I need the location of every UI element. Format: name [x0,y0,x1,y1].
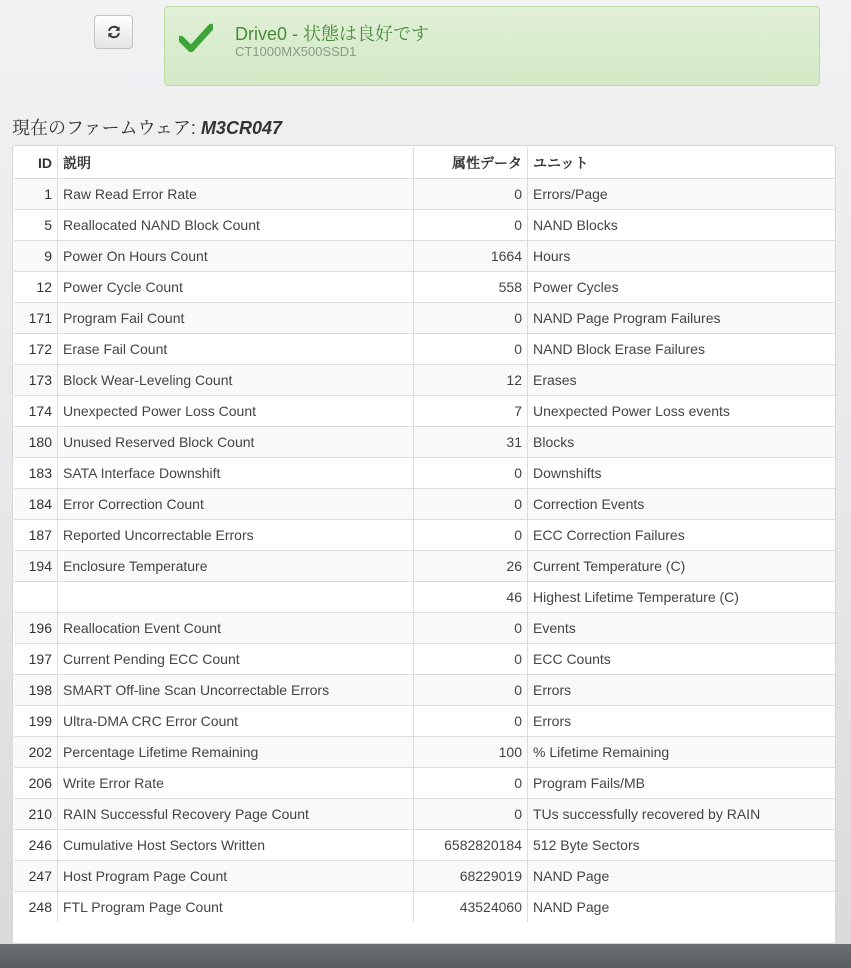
attribute-unit: ECC Counts [528,644,836,675]
attribute-description: Current Pending ECC Count [58,644,414,675]
attribute-value: 0 [414,675,528,706]
attribute-id: 198 [14,675,58,706]
attribute-description: Erase Fail Count [58,334,414,365]
table-row [14,706,835,737]
attribute-unit: Downshifts [528,458,836,489]
column-header-value: 属性データ [414,147,528,179]
smart-attributes-table [14,147,835,922]
attribute-value: 0 [414,458,528,489]
table-row [14,365,835,396]
table-row [14,892,835,923]
attribute-value: 0 [414,489,528,520]
attribute-id: 187 [14,520,58,551]
attribute-unit: Errors [528,706,836,737]
table-body [14,179,835,923]
table-row [14,272,835,303]
attribute-unit: Hours [528,241,836,272]
attribute-description: SMART Off-line Scan Uncorrectable Errors [58,675,414,706]
table-row [14,334,835,365]
table-row [14,396,835,427]
attribute-id: 202 [14,737,58,768]
attribute-description: Host Program Page Count [58,861,414,892]
attribute-id: 171 [14,303,58,334]
attribute-description: Reallocated NAND Block Count [58,210,414,241]
attribute-id: 206 [14,768,58,799]
attribute-value: 0 [414,520,528,551]
table-row [14,830,835,861]
bottom-bar [0,944,851,968]
refresh-button[interactable] [94,15,133,49]
attribute-id: 197 [14,644,58,675]
attribute-description: Enclosure Temperature [58,551,414,582]
attribute-id: 194 [14,551,58,582]
attribute-description: Error Correction Count [58,489,414,520]
attribute-description: Unexpected Power Loss Count [58,396,414,427]
table-row [14,489,835,520]
column-header-unit: ユニット [533,154,589,171]
attribute-unit: NAND Page [528,861,836,892]
attribute-value: 6582820184 [414,830,528,861]
attribute-description: Cumulative Host Sectors Written [58,830,414,861]
attribute-description: Block Wear-Leveling Count [58,365,414,396]
drive-model: CT1000MX500SSD1 [235,44,357,59]
attribute-id: 246 [14,830,58,861]
firmware-line [12,114,282,140]
attribute-unit: NAND Page [528,892,836,923]
table-row [14,582,835,613]
attribute-id: 199 [14,706,58,737]
table-row [14,613,835,644]
attribute-unit: ECC Correction Failures [528,520,836,551]
attribute-description: Write Error Rate [58,768,414,799]
attribute-description: RAIN Successful Recovery Page Count [58,799,414,830]
attribute-id: 9 [14,241,58,272]
table-row [14,737,835,768]
attribute-value: 0 [414,644,528,675]
table-row [14,179,835,210]
table-row [14,551,835,582]
attribute-id: 210 [14,799,58,830]
table-row [14,520,835,551]
firmware-version: M3CR047 [200,118,282,138]
column-header-id: ID [14,147,58,179]
table-row [14,427,835,458]
attribute-value: 12 [414,365,528,396]
attribute-id: 5 [14,210,58,241]
attribute-value: 0 [414,613,528,644]
attribute-value: 26 [414,551,528,582]
attribute-value: 1664 [414,241,528,272]
attribute-value: 0 [414,334,528,365]
attribute-unit: Power Cycles [528,272,836,303]
attribute-description: Percentage Lifetime Remaining [58,737,414,768]
attribute-id: 12 [14,272,58,303]
attribute-unit: NAND Block Erase Failures [528,334,836,365]
table-row [14,861,835,892]
attribute-unit: Errors [528,675,836,706]
attribute-id: 183 [14,458,58,489]
attribute-value: 43524060 [414,892,528,923]
firmware-label: 現在のファームウェア: [12,118,196,138]
attribute-value: 46 [414,582,528,613]
attribute-id: 184 [14,489,58,520]
attribute-id: 248 [14,892,58,923]
attribute-value: 0 [414,768,528,799]
table-row [14,799,835,830]
attribute-unit: Blocks [528,427,836,458]
table-row [14,675,835,706]
table-header-row [14,147,835,179]
attribute-unit: % Lifetime Remaining [528,737,836,768]
attribute-value: 0 [414,303,528,334]
attribute-description: Power On Hours Count [58,241,414,272]
attribute-value: 7 [414,396,528,427]
table-row [14,644,835,675]
drive-status-panel [164,6,820,86]
attribute-description: Reallocation Event Count [58,613,414,644]
attribute-unit: 512 Byte Sectors [528,830,836,861]
attribute-value: 31 [414,427,528,458]
attribute-description: Reported Uncorrectable Errors [58,520,414,551]
attribute-id: 180 [14,427,58,458]
attribute-description: Program Fail Count [58,303,414,334]
attribute-unit: Unexpected Power Loss events [528,396,836,427]
attribute-value: 558 [414,272,528,303]
attribute-description: Raw Read Error Rate [58,179,414,210]
refresh-icon [106,24,122,40]
table-row [14,768,835,799]
attribute-description: FTL Program Page Count [58,892,414,923]
drive-status-title: Drive0 - 状態は良好です [235,24,430,44]
attribute-id [14,582,58,613]
attribute-id: 173 [14,365,58,396]
attribute-unit: Erases [528,365,836,396]
attribute-unit: NAND Page Program Failures [528,303,836,334]
attribute-description: SATA Interface Downshift [58,458,414,489]
attribute-value: 100 [414,737,528,768]
smart-attributes-panel [12,145,836,944]
attribute-value: 68229019 [414,861,528,892]
attribute-unit: TUs successfully recovered by RAIN [528,799,836,830]
attribute-id: 196 [14,613,58,644]
attribute-id: 174 [14,396,58,427]
table-row [14,210,835,241]
attribute-unit: Highest Lifetime Temperature (C) [528,582,836,613]
checkmark-icon [179,23,213,53]
attribute-description: Ultra-DMA CRC Error Count [58,706,414,737]
attribute-description: Power Cycle Count [58,272,414,303]
attribute-id: 247 [14,861,58,892]
attribute-description: Unused Reserved Block Count [58,427,414,458]
table-row [14,241,835,272]
attribute-value: 0 [414,179,528,210]
attribute-unit: Current Temperature (C) [528,551,836,582]
attribute-id: 172 [14,334,58,365]
column-header-description: 説明 [58,147,414,179]
attribute-unit: NAND Blocks [528,210,836,241]
attribute-description [58,582,414,613]
attribute-value: 0 [414,706,528,737]
attribute-unit: Program Fails/MB [528,768,836,799]
attribute-unit: Correction Events [528,489,836,520]
attribute-unit: Events [528,613,836,644]
table-row [14,458,835,489]
attribute-unit: Errors/Page [528,179,836,210]
attribute-value: 0 [414,210,528,241]
attribute-id: 1 [14,179,58,210]
attribute-value: 0 [414,799,528,830]
table-row [14,303,835,334]
